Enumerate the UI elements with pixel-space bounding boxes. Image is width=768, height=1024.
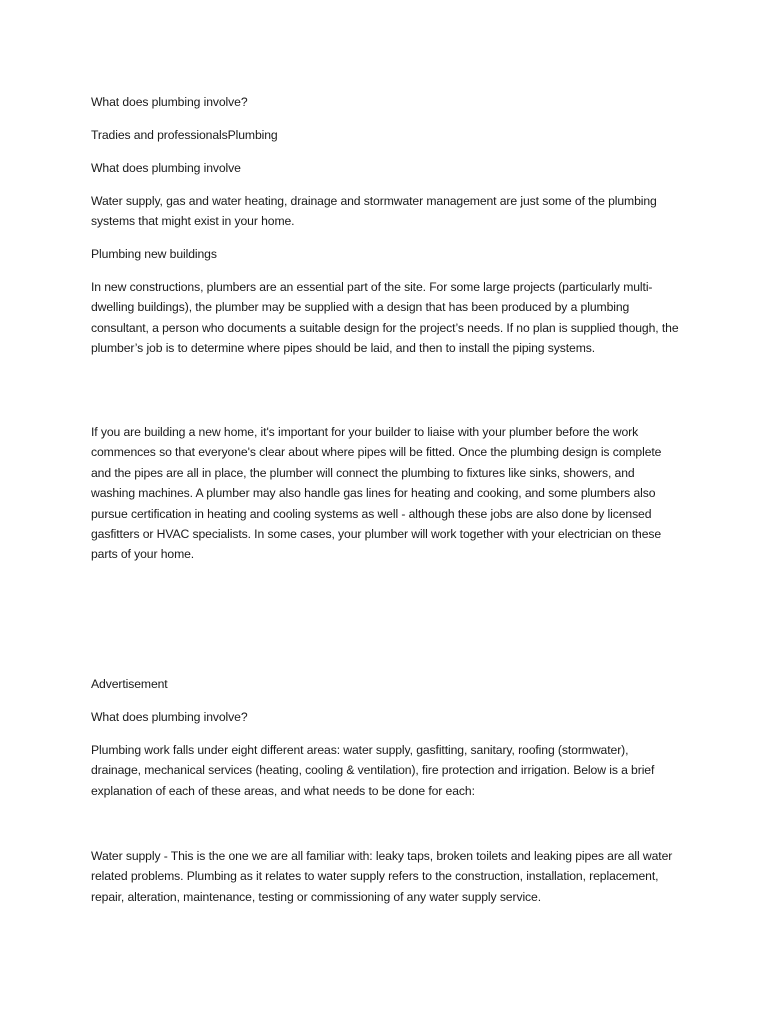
section-heading-2: What does plumbing involve? (91, 710, 248, 724)
body-paragraph-2: If you are building a new home, it's important for your builder to liaise with your plumber before the work commences so that everyone's clear about where pipes will be fitted. Once the plumbing design is complete and the pipes are all in place, the plumber will connect the plumbing to fixtures like sinks, showers, and washing machines. A plumber may also handle gas lines for heating and cooking, and some plumbers also pursue certification in heating and cooling systems as well - although these jobs are also done by licensed gasfitters or HVAC specialists. In some cases, your plumber will work together with your electrician on these parts of your home. (91, 425, 662, 562)
intro-paragraph: Water supply, gas and water heating, drainage and stormwater management are just some of the plumbing systems that might exist in your home. (91, 194, 657, 229)
page-heading: What does plumbing involve? (91, 95, 248, 109)
section-title: Plumbing new buildings (91, 247, 217, 261)
body-paragraph-1: In new constructions, plumbers are an essential part of the site. For some large projects (particularly multi-dwelling buildings), the plumber may be supplied with a design that has been produced by a plumbing consultant, a person who documents a suitable design for the project’s needs. If no plan is supplied though, the plumber’s job is to determine where pipes should be laid, and then to install the piping systems. (91, 280, 679, 356)
breadcrumb: Tradies and professionalsPlumbing (91, 128, 278, 142)
advertisement-label: Advertisement (91, 677, 168, 691)
section-heading: What does plumbing involve (91, 161, 241, 175)
body-paragraph-4: Water supply - This is the one we are all familiar with: leaky taps, broken toilets and leaking pipes are all water related problems. Plumbing as it relates to water supply refers to the construction, installation, replacement, repair, alteration, maintenance, testing or commissioning of any water supply service. (91, 849, 673, 904)
body-paragraph-3: Plumbing work falls under eight different areas: water supply, gasfitting, sanitary, roofing (stormwater), drainage, mechanical services (heating, cooling & ventilation), fire protection and irrigation. Below is a brief explanation of each of these areas, and what needs to be done for each: (91, 743, 655, 798)
